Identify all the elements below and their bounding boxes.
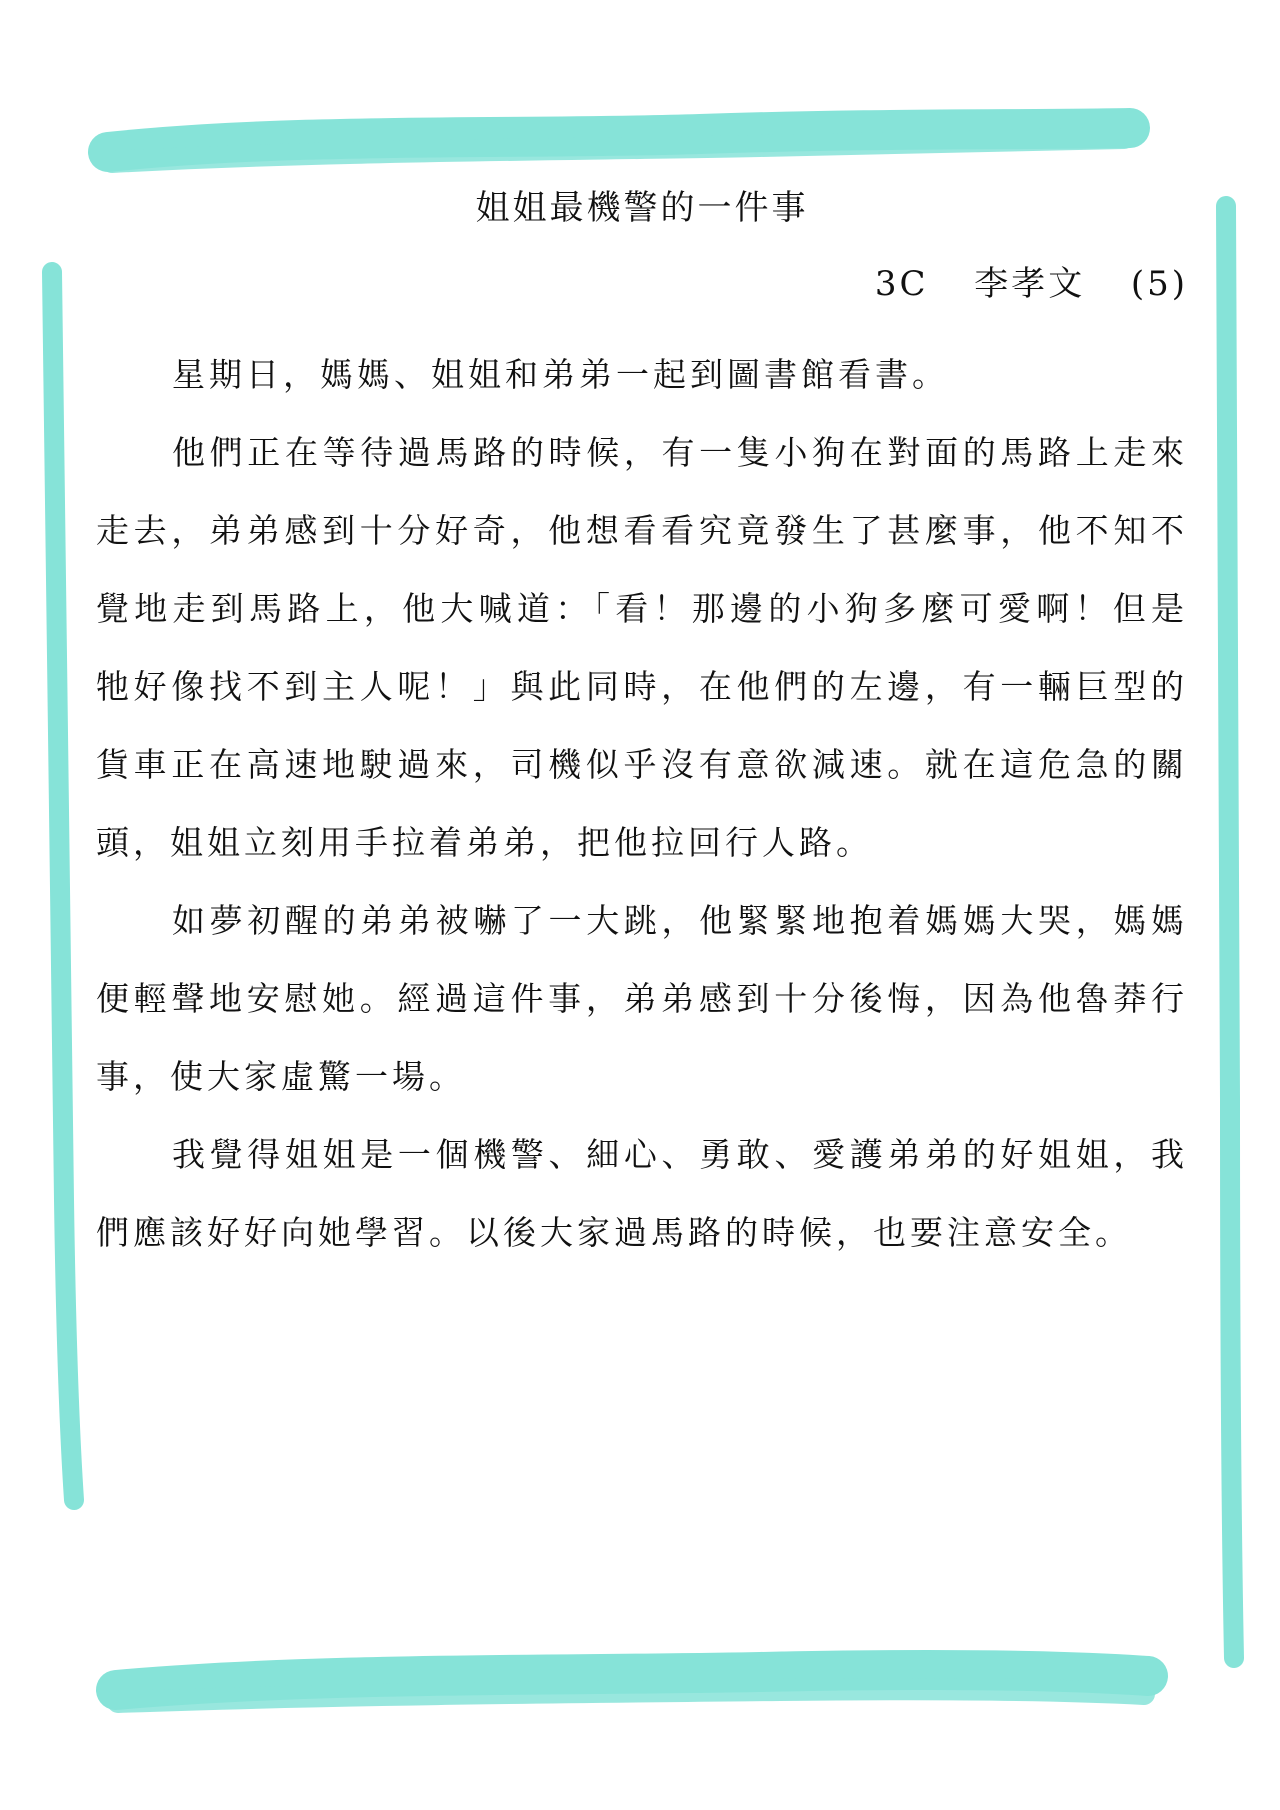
paragraph-4: 我覺得姐姐是一個機警、細心、勇敢、愛護弟弟的好姐姐，我們應該好好向她學習。以後大家過馬路的時候，也要注意安全。 xyxy=(96,1135,1188,1252)
author-number: (5) xyxy=(1130,264,1188,304)
paragraph-1: 星期日，媽媽、姐姐和弟弟一起到圖書館看書。 xyxy=(172,355,949,394)
essay-title: 姐姐最機警的一件事 xyxy=(475,188,809,228)
paragraph-2: 他們正在等待過馬路的時候，有一隻小狗在對面的馬路上走來走去，弟弟感到十分好奇，他想看看究竟發生了甚麼事，他不知不覺地走到馬路上，他大喊道：「看！那邊的小狗多麼可愛啊！但是牠好像找不到主人呢！」與此同時，在他們的左邊，有一輛巨型的貨車正在高速地駛過來，司機似乎沒有意欲減速。就在這危急的關頭，姐姐立刻用手拉着弟弟，把他拉回行人路。 xyxy=(96,433,1188,862)
author-class: 3C xyxy=(874,264,929,304)
paragraph-3: 如夢初醒的弟弟被嚇了一大跳，他緊緊地抱着媽媽大哭，媽媽便輕聲地安慰她。經過這件事，弟弟感到十分後悔，因為他魯莽行事，使大家虛驚一場。 xyxy=(96,901,1188,1096)
right-brush-stroke xyxy=(1226,206,1234,1658)
essay-body xyxy=(96,336,1188,1272)
author-line xyxy=(875,262,1188,306)
left-brush-stroke xyxy=(52,272,74,1500)
essay-document xyxy=(96,0,1188,1810)
author-name: 李孝文 xyxy=(974,264,1086,304)
